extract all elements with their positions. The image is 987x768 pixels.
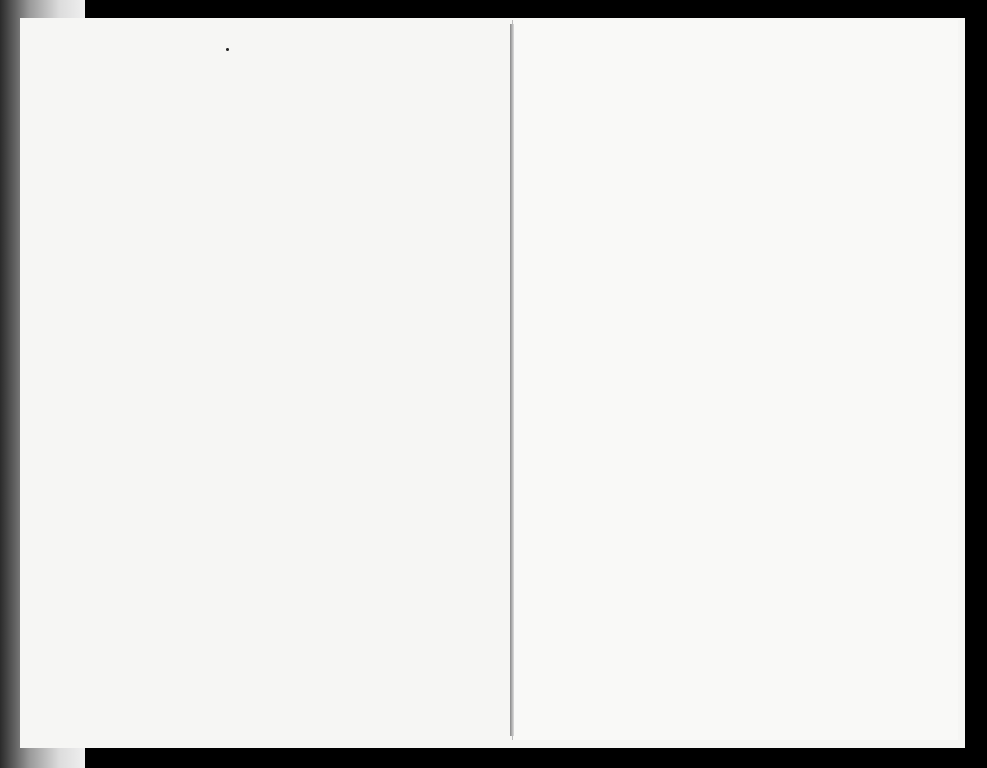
book-spine [510, 24, 514, 736]
punch-dot [226, 48, 229, 51]
document-page-right [512, 20, 958, 740]
